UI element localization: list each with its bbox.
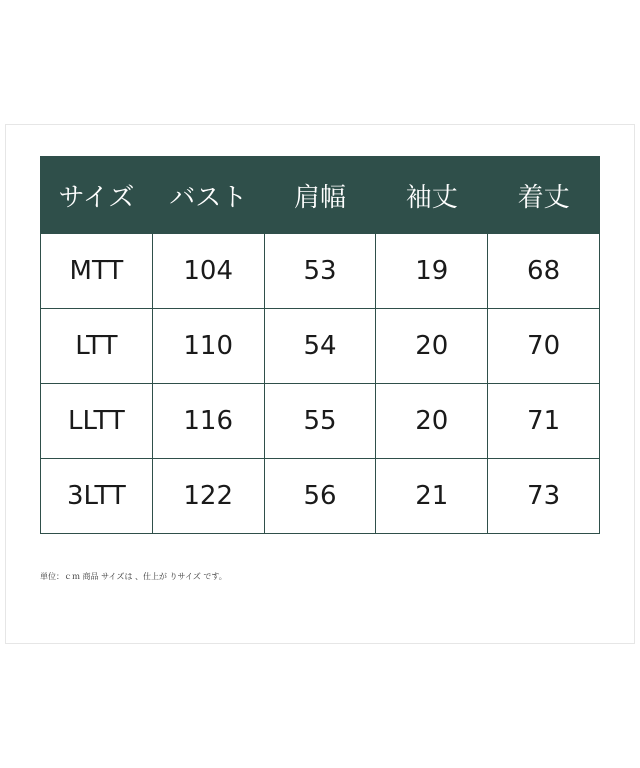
table-row bbox=[41, 384, 600, 459]
cell-shoulder-width: 54 bbox=[264, 309, 376, 384]
cell-body-length: 73 bbox=[488, 459, 600, 534]
cell-sleeve-length: 20 bbox=[376, 384, 488, 459]
size-chart-table bbox=[40, 156, 600, 534]
cell-sleeve-length: 21 bbox=[376, 459, 488, 534]
header-shoulder-width: 肩幅 bbox=[264, 157, 376, 234]
cell-size: LLTT bbox=[41, 384, 153, 459]
table-row bbox=[41, 234, 600, 309]
header-row bbox=[41, 157, 600, 234]
header-bust: バスト bbox=[152, 157, 264, 234]
header-body-length: 着丈 bbox=[488, 157, 600, 234]
table-row bbox=[41, 459, 600, 534]
cell-shoulder-width: 55 bbox=[264, 384, 376, 459]
cell-bust: 116 bbox=[152, 384, 264, 459]
header-size: サイズ bbox=[41, 157, 153, 234]
cell-bust: 104 bbox=[152, 234, 264, 309]
cell-sleeve-length: 19 bbox=[376, 234, 488, 309]
cell-body-length: 70 bbox=[488, 309, 600, 384]
cell-bust: 110 bbox=[152, 309, 264, 384]
cell-shoulder-width: 56 bbox=[264, 459, 376, 534]
header-sleeve-length: 袖丈 bbox=[376, 157, 488, 234]
cell-body-length: 71 bbox=[488, 384, 600, 459]
cell-body-length: 68 bbox=[488, 234, 600, 309]
cell-size: MTT bbox=[41, 234, 153, 309]
cell-size: LTT bbox=[41, 309, 153, 384]
cell-size: 3LTT bbox=[41, 459, 153, 534]
cell-bust: 122 bbox=[152, 459, 264, 534]
cell-shoulder-width: 53 bbox=[264, 234, 376, 309]
size-note: 単位：ｃｍ 商品 サイズは 、仕上が りサイズ です。 bbox=[40, 572, 227, 581]
cell-sleeve-length: 20 bbox=[376, 309, 488, 384]
table-row bbox=[41, 309, 600, 384]
